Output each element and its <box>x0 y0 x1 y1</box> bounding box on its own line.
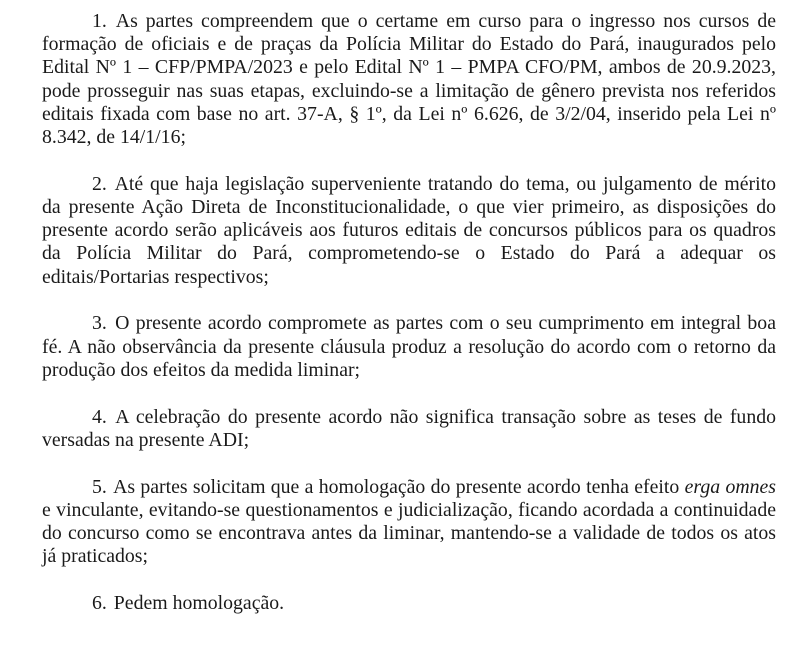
clause-text-before: As partes solicitam que a homologação do presente acordo tenha efeito <box>113 475 685 498</box>
clause-number: 4. <box>92 405 107 428</box>
clause-6 <box>42 592 776 615</box>
clause-number: 5. <box>92 475 107 498</box>
clause-number: 6. <box>92 592 107 615</box>
clause-3 <box>42 312 776 382</box>
clause-2 <box>42 173 776 289</box>
clause-text: As partes compreendem que o certame em curso para o ingresso nos cursos de formação de oficiais e de praças da Polícia Militar do Estado do Pará, inaugurados pelo Edital Nº 1 – CFP/PMPA/2023 e pelo Edital Nº 1 – PMPA CFO/PM, ambos de 20.9.2023, pode prosseguir nas suas etapas, excluindo-se a limitação de gênero prevista nos referidos editais fixada com base no art. 37-A, § 1º, da Lei nº 6.626, de 3/2/04, inserido pela Lei nº 8.342, de 14/1/16; <box>42 10 776 149</box>
clause-number: 2. <box>92 172 107 195</box>
clause-5 <box>42 476 776 569</box>
clause-text: Pedem homologação. <box>113 592 285 615</box>
clause-number: 3. <box>92 312 107 335</box>
clause-1 <box>42 10 776 149</box>
clause-number: 1. <box>92 10 107 32</box>
clause-text-after: e vinculante, evitando-se questionamentos e judicialização, ficando acordada a continuidade do concurso como se encontrava antes da liminar, mantendo-se a validade de todos os atos já praticados; <box>42 498 776 568</box>
clause-4 <box>42 406 776 452</box>
document-body <box>42 10 776 615</box>
clause-text-italic: erga omnes <box>684 475 776 498</box>
clause-text: Até que haja legislação superveniente tratando do tema, ou julgamento de mérito da presente Ação Direta de Inconstitucionalidade, o que vier primeiro, as disposições do presente acordo serão aplicáveis aos futuros editais de concursos públicos para os quadros da Polícia Militar do Pará, comprometendo-se o Estado do Pará a adequar os editais/Portarias respectivos; <box>42 172 777 288</box>
clause-text: O presente acordo compromete as partes com o seu cumprimento em integral boa fé. A não observância da presente cláusula produz a resolução do acordo com o retorno da produção dos efeitos da medida liminar; <box>42 312 776 381</box>
clause-text: A celebração do presente acordo não significa transação sobre as teses de fundo versadas na presente ADI; <box>42 405 776 451</box>
